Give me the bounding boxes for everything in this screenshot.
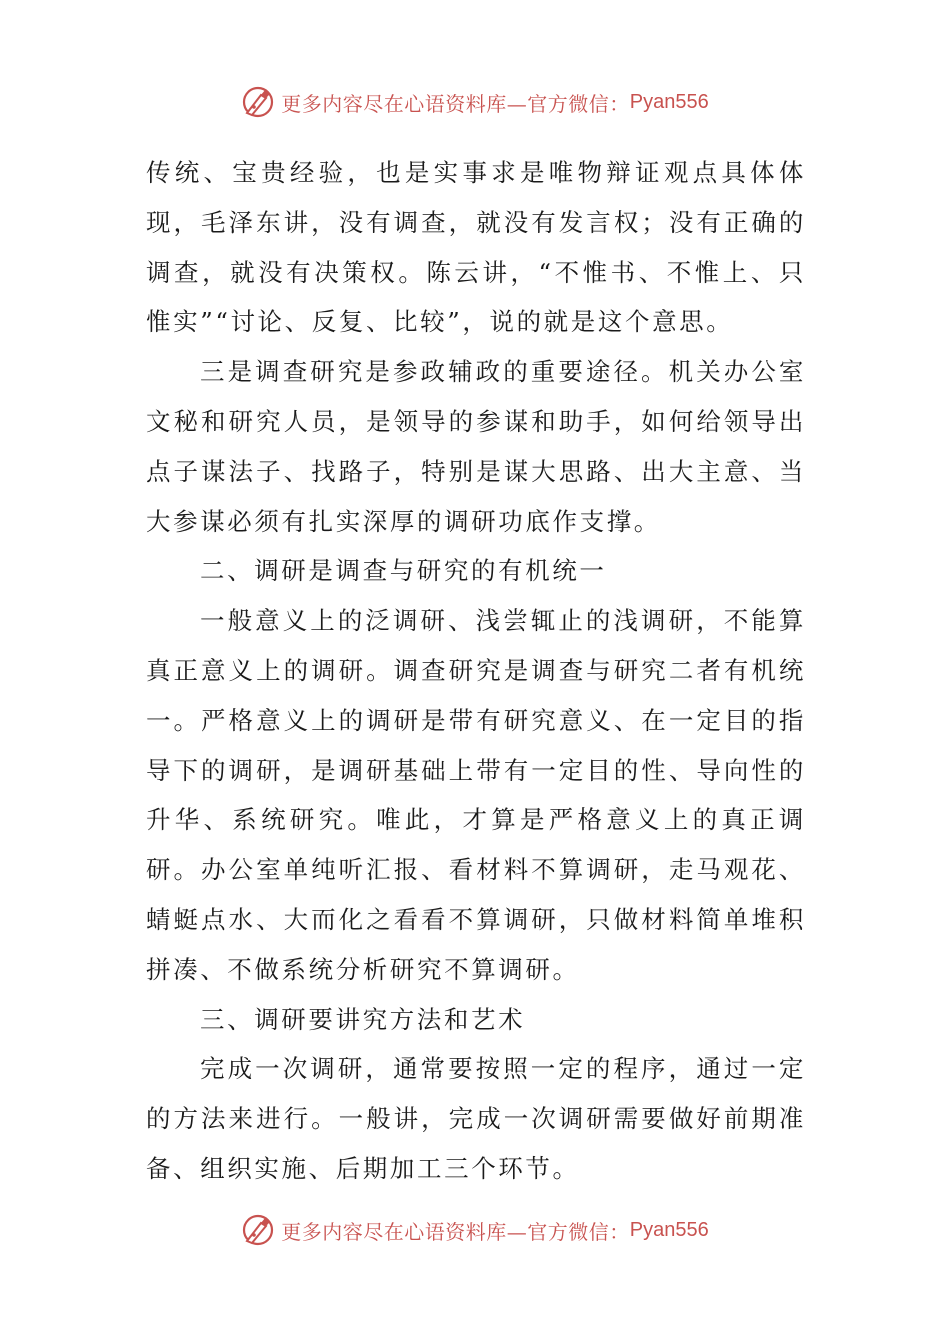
paragraph-continuation: 传统、宝贵经验，也是实事求是唯物辩证观点具体体现，毛泽东讲，没有调查，就没有发言权；没有正确的调查，就没有决策权。陈云讲，“不惟书、不惟上、只惟实”“讨论、反复、比较”，说的就是这个意思。 [146, 158, 806, 337]
banner-wechat-id: Pyan556 [629, 90, 709, 113]
section-heading-three: 三、调研要讲究方法和艺术 [200, 1004, 526, 1034]
pen-nib-logo-icon [241, 85, 275, 119]
pen-nib-logo-icon [241, 1213, 275, 1247]
footer-watermark-banner [0, 1210, 950, 1250]
banner-text: 更多内容尽在心语资料库—官方微信： [281, 91, 630, 116]
paragraph-section-three-body: 完成一次调研，通常要按照一定的程序，通过一定的方法来进行。一般讲，完成一次调研需要做好前期准备、组织实施、后期加工三个环节。 [146, 1054, 806, 1183]
banner-wechat-id: Pyan556 [629, 1218, 709, 1241]
section-heading-two: 二、调研是调查与研究的有机统一 [200, 556, 607, 586]
document-body [146, 148, 806, 1194]
paragraph-point-three: 三是调查研究是参政辅政的重要途径。机关办公室文秘和研究人员，是领导的参谋和助手，如何给领导出点子谋法子、找路子，特别是谋大思路、出大主意、当大参谋必须有扎实深厚的调研功底作支撑。 [146, 357, 806, 536]
banner-text: 更多内容尽在心语资料库—官方微信： [281, 1219, 630, 1244]
header-watermark-banner [0, 82, 950, 122]
paragraph-section-two-body: 一般意义上的泛调研、浅尝辄止的浅调研，不能算真正意义上的调研。调查研究是调查与研究二者有机统一。严格意义上的调研是带有研究意义、在一定目的指导下的调研，是调研基础上带有一定目的性、导向性的升华、系统研究。唯此，才算是严格意义上的真正调研。办公室单纯听汇报、看材料不算调研，走马观花、蜻蜓点水、大而化之看看不算调研，只做材料简单堆积拼凑、不做系统分析研究不算调研。 [146, 606, 806, 984]
